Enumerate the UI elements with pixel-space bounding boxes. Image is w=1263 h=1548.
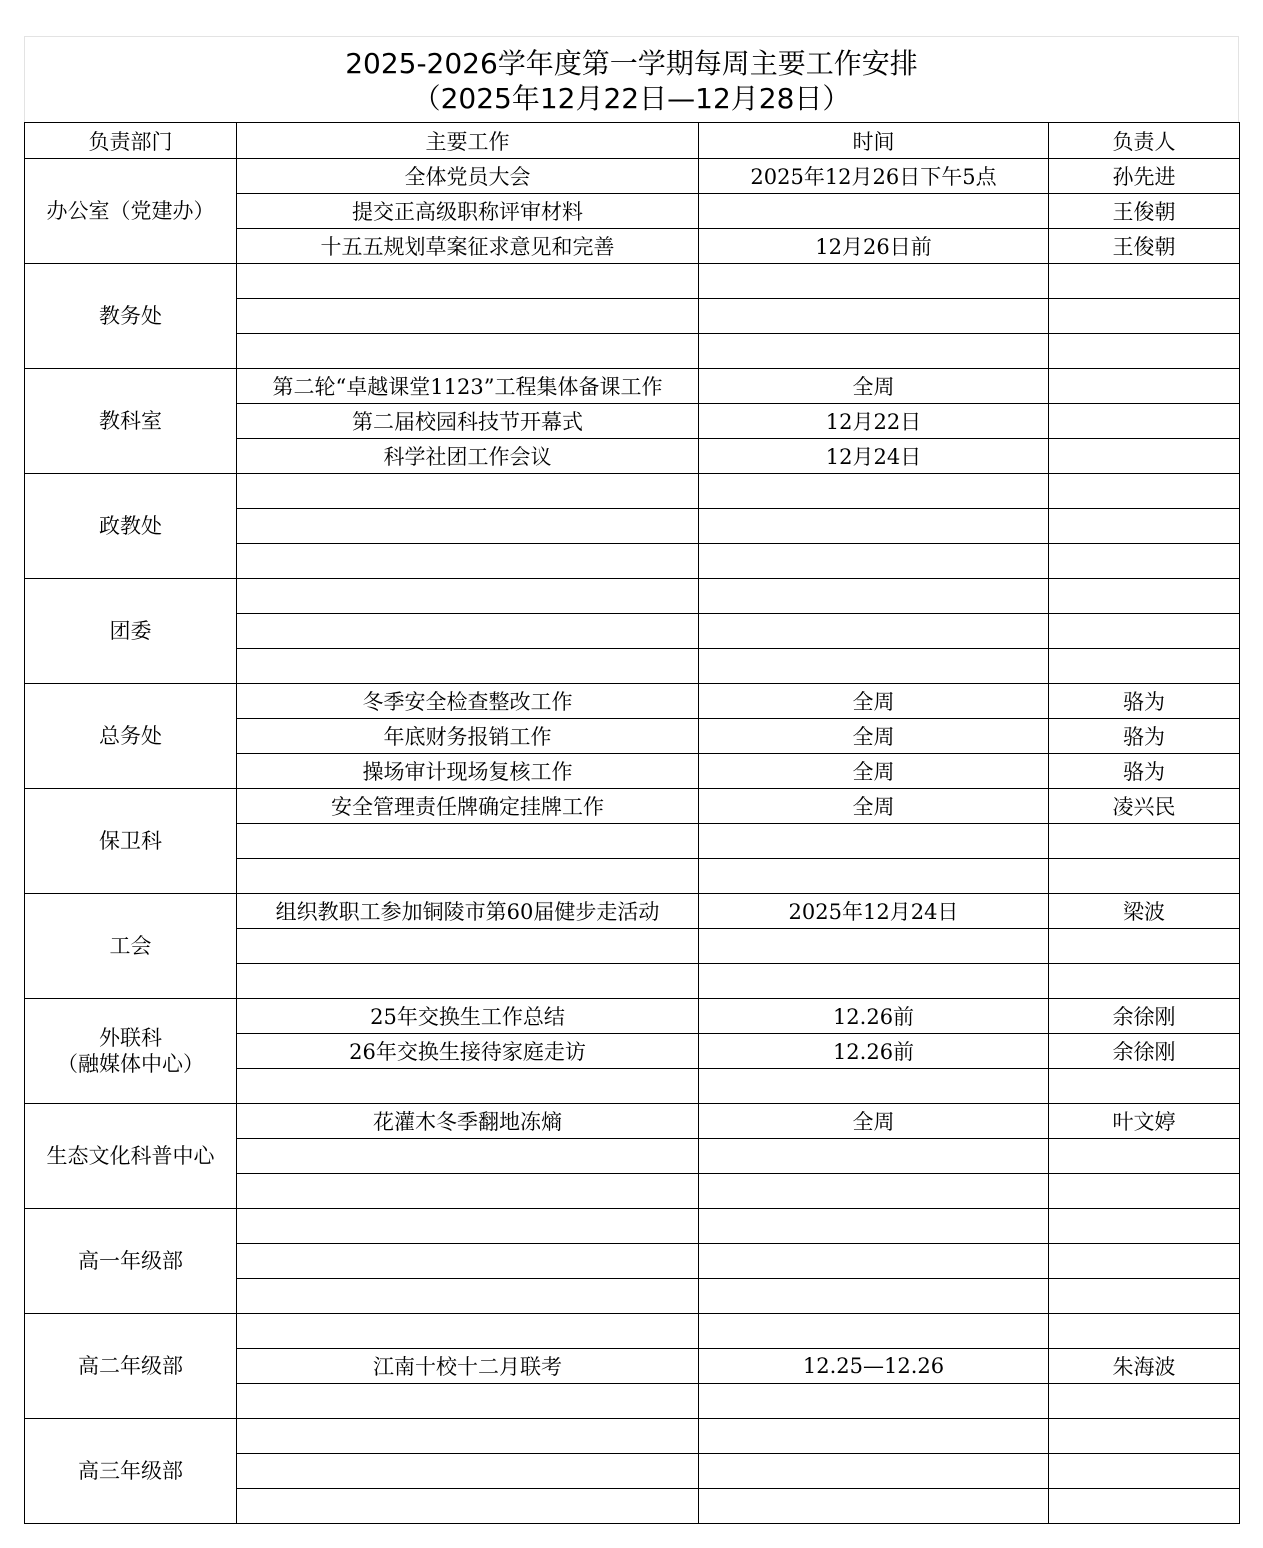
department-cell: 团委: [25, 579, 237, 684]
person-cell: [1049, 369, 1240, 404]
work-cell: [237, 824, 699, 859]
work-cell: 第二届校园科技节开幕式: [237, 404, 699, 439]
work-cell: [237, 1314, 699, 1349]
person-cell: 王俊朝: [1049, 229, 1240, 264]
table-row: [25, 894, 1240, 929]
page-title: 2025-2026学年度第一学期每周主要工作安排: [345, 47, 918, 80]
person-cell: [1049, 1209, 1240, 1244]
person-cell: [1049, 509, 1240, 544]
person-cell: 余徐刚: [1049, 1034, 1240, 1069]
work-cell: [237, 964, 699, 999]
department-cell: 生态文化科普中心: [25, 1104, 237, 1209]
work-cell: [237, 299, 699, 334]
time-cell: [699, 334, 1049, 369]
table-row: [25, 1104, 1240, 1139]
time-cell: [699, 1069, 1049, 1104]
person-cell: 孙先进: [1049, 159, 1240, 194]
table-row: [25, 1209, 1240, 1244]
department-cell: 工会: [25, 894, 237, 999]
header-time: 时间: [699, 123, 1049, 159]
table-row: [25, 579, 1240, 614]
time-cell: [699, 1489, 1049, 1524]
work-cell: [237, 579, 699, 614]
time-cell: [699, 544, 1049, 579]
department-cell: 教务处: [25, 264, 237, 369]
table-row: [25, 684, 1240, 719]
department-cell: 高三年级部: [25, 1419, 237, 1524]
work-cell: [237, 859, 699, 894]
work-cell: [237, 474, 699, 509]
time-cell: [699, 1279, 1049, 1314]
work-cell: 冬季安全检查整改工作: [237, 684, 699, 719]
table-row: [25, 264, 1240, 299]
time-cell: 12月24日: [699, 439, 1049, 474]
work-cell: 花灌木冬季翻地冻熵: [237, 1104, 699, 1139]
time-cell: 全周: [699, 684, 1049, 719]
person-cell: 朱海波: [1049, 1349, 1240, 1384]
time-cell: 全周: [699, 369, 1049, 404]
date-range-subtitle: （2025年12月22日—12月28日）: [412, 82, 851, 115]
department-cell: 外联科 （融媒体中心）: [25, 999, 237, 1104]
title-block: [24, 36, 1239, 122]
table-row: [25, 474, 1240, 509]
person-cell: [1049, 439, 1240, 474]
time-cell: [699, 579, 1049, 614]
time-cell: 全周: [699, 789, 1049, 824]
work-cell: [237, 1209, 699, 1244]
work-cell: [237, 334, 699, 369]
time-cell: 12.26前: [699, 999, 1049, 1034]
time-cell: [699, 1419, 1049, 1454]
time-cell: [699, 1314, 1049, 1349]
work-cell: [237, 1279, 699, 1314]
table-row: [25, 789, 1240, 824]
table-row: [25, 369, 1240, 404]
table-row: [25, 159, 1240, 194]
person-cell: [1049, 579, 1240, 614]
work-cell: 第二轮“卓越课堂1123”工程集体备课工作: [237, 369, 699, 404]
header-main-work: 主要工作: [237, 123, 699, 159]
time-cell: [699, 1139, 1049, 1174]
time-cell: [699, 299, 1049, 334]
person-cell: 梁波: [1049, 894, 1240, 929]
person-cell: 余徐刚: [1049, 999, 1240, 1034]
work-cell: [237, 614, 699, 649]
person-cell: [1049, 1139, 1240, 1174]
person-cell: [1049, 1454, 1240, 1489]
department-cell: 保卫科: [25, 789, 237, 894]
department-cell: 总务处: [25, 684, 237, 789]
work-cell: 十五五规划草案征求意见和完善: [237, 229, 699, 264]
time-cell: [699, 824, 1049, 859]
work-cell: [237, 1174, 699, 1209]
time-cell: 全周: [699, 1104, 1049, 1139]
person-cell: [1049, 824, 1240, 859]
work-cell: 科学社团工作会议: [237, 439, 699, 474]
time-cell: [699, 509, 1049, 544]
work-cell: [237, 1244, 699, 1279]
time-cell: 全周: [699, 719, 1049, 754]
table-row: [25, 999, 1240, 1034]
time-cell: [699, 1244, 1049, 1279]
work-cell: 全体党员大会: [237, 159, 699, 194]
time-cell: 2025年12月24日: [699, 894, 1049, 929]
work-cell: [237, 1489, 699, 1524]
work-cell: [237, 1139, 699, 1174]
time-cell: [699, 1454, 1049, 1489]
header-row: [25, 123, 1240, 159]
time-cell: [699, 194, 1049, 229]
department-cell: 高二年级部: [25, 1314, 237, 1419]
header-department: 负责部门: [25, 123, 237, 159]
person-cell: [1049, 614, 1240, 649]
person-cell: [1049, 929, 1240, 964]
time-cell: 12.25—12.26: [699, 1349, 1049, 1384]
time-cell: 12月22日: [699, 404, 1049, 439]
time-cell: 12月26日前: [699, 229, 1049, 264]
person-cell: [1049, 404, 1240, 439]
person-cell: 凌兴民: [1049, 789, 1240, 824]
time-cell: [699, 929, 1049, 964]
person-cell: [1049, 264, 1240, 299]
department-cell: 办公室（党建办）: [25, 159, 237, 264]
person-cell: [1049, 1489, 1240, 1524]
time-cell: [699, 264, 1049, 299]
schedule-sheet: [24, 36, 1239, 1524]
time-cell: 2025年12月26日下午5点: [699, 159, 1049, 194]
person-cell: [1049, 859, 1240, 894]
person-cell: [1049, 964, 1240, 999]
department-cell: 政教处: [25, 474, 237, 579]
work-cell: [237, 264, 699, 299]
work-cell: [237, 1384, 699, 1419]
person-cell: [1049, 1279, 1240, 1314]
work-cell: 组织教职工参加铜陵市第60届健步走活动: [237, 894, 699, 929]
person-cell: [1049, 649, 1240, 684]
schedule-body: [25, 159, 1240, 1524]
work-cell: 25年交换生工作总结: [237, 999, 699, 1034]
time-cell: [699, 1209, 1049, 1244]
person-cell: 骆为: [1049, 719, 1240, 754]
person-cell: [1049, 474, 1240, 509]
work-cell: 安全管理责任牌确定挂牌工作: [237, 789, 699, 824]
time-cell: [699, 614, 1049, 649]
person-cell: 王俊朝: [1049, 194, 1240, 229]
header-person: 负责人: [1049, 123, 1240, 159]
work-cell: [237, 649, 699, 684]
time-cell: [699, 474, 1049, 509]
work-cell: 26年交换生接待家庭走访: [237, 1034, 699, 1069]
work-cell: [237, 1069, 699, 1104]
department-cell: 高一年级部: [25, 1209, 237, 1314]
table-row: [25, 1314, 1240, 1349]
time-cell: [699, 859, 1049, 894]
time-cell: [699, 1384, 1049, 1419]
work-cell: [237, 544, 699, 579]
time-cell: 全周: [699, 754, 1049, 789]
person-cell: [1049, 1384, 1240, 1419]
schedule-table: [24, 122, 1240, 1524]
time-cell: [699, 964, 1049, 999]
person-cell: 骆为: [1049, 684, 1240, 719]
table-row: [25, 1419, 1240, 1454]
work-cell: 江南十校十二月联考: [237, 1349, 699, 1384]
person-cell: [1049, 1314, 1240, 1349]
time-cell: 12.26前: [699, 1034, 1049, 1069]
person-cell: [1049, 334, 1240, 369]
person-cell: [1049, 1174, 1240, 1209]
person-cell: [1049, 544, 1240, 579]
work-cell: [237, 509, 699, 544]
work-cell: [237, 929, 699, 964]
department-cell: 教科室: [25, 369, 237, 474]
person-cell: [1049, 1069, 1240, 1104]
person-cell: [1049, 1419, 1240, 1454]
work-cell: 操场审计现场复核工作: [237, 754, 699, 789]
work-cell: [237, 1419, 699, 1454]
work-cell: 提交正高级职称评审材料: [237, 194, 699, 229]
time-cell: [699, 649, 1049, 684]
time-cell: [699, 1174, 1049, 1209]
person-cell: 叶文婷: [1049, 1104, 1240, 1139]
work-cell: [237, 1454, 699, 1489]
person-cell: [1049, 1244, 1240, 1279]
work-cell: 年底财务报销工作: [237, 719, 699, 754]
person-cell: [1049, 299, 1240, 334]
person-cell: 骆为: [1049, 754, 1240, 789]
